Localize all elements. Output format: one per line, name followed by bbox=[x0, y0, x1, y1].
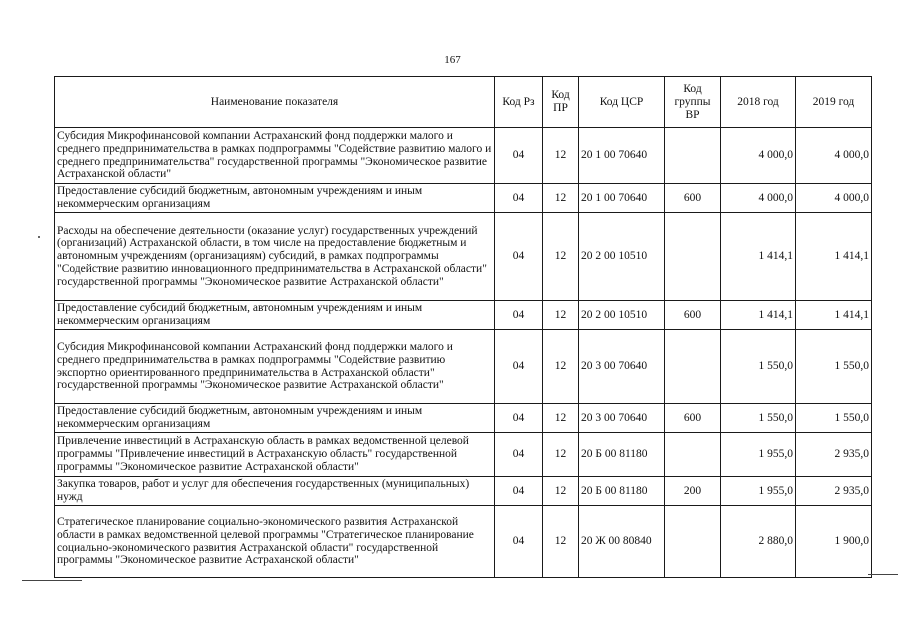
row-csr: 20 2 00 10510 bbox=[579, 213, 665, 301]
row-rz: 04 bbox=[495, 184, 543, 213]
row-2019: 1 550,0 bbox=[796, 330, 872, 404]
row-csr: 20 Б 00 81180 bbox=[579, 433, 665, 477]
row-pr: 12 bbox=[543, 404, 579, 433]
row-name: Субсидия Микрофинансовой компании Астраханский фонд поддержки малого и среднего предпринимательства в рамках подпрограммы "Содействие развитию экспортно ориентированного предпринимательства в Астраханской области" государственной программы "Экономическое развитие Астраханской области" bbox=[55, 330, 495, 404]
header-2018: 2018 год bbox=[721, 77, 796, 128]
header-csr: Код ЦСР bbox=[579, 77, 665, 128]
row-csr: 20 2 00 10510 bbox=[579, 301, 665, 330]
row-vr bbox=[665, 128, 721, 184]
row-2018: 4 000,0 bbox=[721, 128, 796, 184]
row-2018: 1 550,0 bbox=[721, 404, 796, 433]
table-row bbox=[55, 404, 872, 433]
row-2019: 2 935,0 bbox=[796, 433, 872, 477]
row-vr bbox=[665, 213, 721, 301]
row-name: Предоставление субсидий бюджетным, автономным учреждениям и иным некоммерческим организациям bbox=[55, 184, 495, 213]
row-csr: 20 3 00 70640 bbox=[579, 404, 665, 433]
row-name: Закупка товаров, работ и услуг для обеспечения государственных (муниципальных) нужд bbox=[55, 477, 495, 506]
header-2019: 2019 год bbox=[796, 77, 872, 128]
row-rz: 04 bbox=[495, 506, 543, 578]
row-rz: 04 bbox=[495, 128, 543, 184]
row-2019: 2 935,0 bbox=[796, 477, 872, 506]
row-pr: 12 bbox=[543, 128, 579, 184]
row-2018: 1 955,0 bbox=[721, 477, 796, 506]
row-2019: 1 414,1 bbox=[796, 213, 872, 301]
row-name: Субсидия Микрофинансовой компании Астраханский фонд поддержки малого и среднего предпринимательства в рамках подпрограммы "Содействие развитию малого и среднего предпринимательства" государственной программы "Экономическое развитие Астраханской области" bbox=[55, 128, 495, 184]
row-2019: 4 000,0 bbox=[796, 128, 872, 184]
table-row bbox=[55, 477, 872, 506]
row-2019: 1 550,0 bbox=[796, 404, 872, 433]
scan-artifact-line bbox=[868, 574, 898, 575]
row-name: Стратегическое планирование социально-экономического развития Астраханской области в рамках ведомственной целевой программы "Стратегическое планирование социально-экономического развития Астраханской области" государственной программы "Экономическое развитие Астраханской области" bbox=[55, 506, 495, 578]
row-rz: 04 bbox=[495, 433, 543, 477]
row-2019: 1 900,0 bbox=[796, 506, 872, 578]
scan-artifact-dot bbox=[38, 236, 40, 238]
row-2018: 4 000,0 bbox=[721, 184, 796, 213]
scan-artifact-line bbox=[22, 580, 82, 581]
header-vr: Код группы ВР bbox=[665, 77, 721, 128]
table-row bbox=[55, 301, 872, 330]
row-csr: 20 Б 00 81180 bbox=[579, 477, 665, 506]
row-2018: 1 414,1 bbox=[721, 213, 796, 301]
row-pr: 12 bbox=[543, 184, 579, 213]
row-csr: 20 3 00 70640 bbox=[579, 330, 665, 404]
table-row bbox=[55, 184, 872, 213]
row-rz: 04 bbox=[495, 213, 543, 301]
header-pr: Код ПР bbox=[543, 77, 579, 128]
row-2018: 1 414,1 bbox=[721, 301, 796, 330]
row-vr bbox=[665, 330, 721, 404]
row-pr: 12 bbox=[543, 213, 579, 301]
row-vr: 600 bbox=[665, 184, 721, 213]
row-pr: 12 bbox=[543, 330, 579, 404]
page-number: 167 bbox=[444, 54, 461, 66]
row-csr: 20 1 00 70640 bbox=[579, 128, 665, 184]
header-name: Наименование показателя bbox=[55, 77, 495, 128]
table-row bbox=[55, 128, 872, 184]
row-csr: 20 1 00 70640 bbox=[579, 184, 665, 213]
row-csr: 20 Ж 00 80840 bbox=[579, 506, 665, 578]
row-2019: 4 000,0 bbox=[796, 184, 872, 213]
row-name: Предоставление субсидий бюджетным, автономным учреждениям и иным некоммерческим организациям bbox=[55, 404, 495, 433]
table-row bbox=[55, 330, 872, 404]
row-2019: 1 414,1 bbox=[796, 301, 872, 330]
row-rz: 04 bbox=[495, 404, 543, 433]
row-pr: 12 bbox=[543, 477, 579, 506]
table-row bbox=[55, 433, 872, 477]
row-name: Расходы на обеспечение деятельности (оказание услуг) государственных учреждений (организаций) Астраханской области, в том числе на предоставление бюджетным и автономным учреждениям (организациям) субсидий, в рамках подпрограммы "Содействие развитию инновационного предпринимательства в Астраханской области" государственной программы "Экономическое развитие Астраханской области" bbox=[55, 213, 495, 301]
row-vr bbox=[665, 433, 721, 477]
row-vr: 600 bbox=[665, 301, 721, 330]
row-name: Привлечение инвестиций в Астраханскую область в рамках ведомственной целевой программы "Привлечение инвестиций в Астраханскую область" государственной программы "Экономическое развитие Астраханской области" bbox=[55, 433, 495, 477]
row-vr: 200 bbox=[665, 477, 721, 506]
row-pr: 12 bbox=[543, 506, 579, 578]
row-vr bbox=[665, 506, 721, 578]
table-row bbox=[55, 506, 872, 578]
row-name: Предоставление субсидий бюджетным, автономным учреждениям и иным некоммерческим организациям bbox=[55, 301, 495, 330]
header-rz: Код Рз bbox=[495, 77, 543, 128]
row-rz: 04 bbox=[495, 477, 543, 506]
row-pr: 12 bbox=[543, 301, 579, 330]
row-2018: 1 955,0 bbox=[721, 433, 796, 477]
row-rz: 04 bbox=[495, 301, 543, 330]
row-2018: 1 550,0 bbox=[721, 330, 796, 404]
row-vr: 600 bbox=[665, 404, 721, 433]
table-header-row bbox=[55, 77, 872, 128]
row-2018: 2 880,0 bbox=[721, 506, 796, 578]
row-pr: 12 bbox=[543, 433, 579, 477]
budget-table bbox=[54, 76, 872, 578]
table-row bbox=[55, 213, 872, 301]
row-rz: 04 bbox=[495, 330, 543, 404]
